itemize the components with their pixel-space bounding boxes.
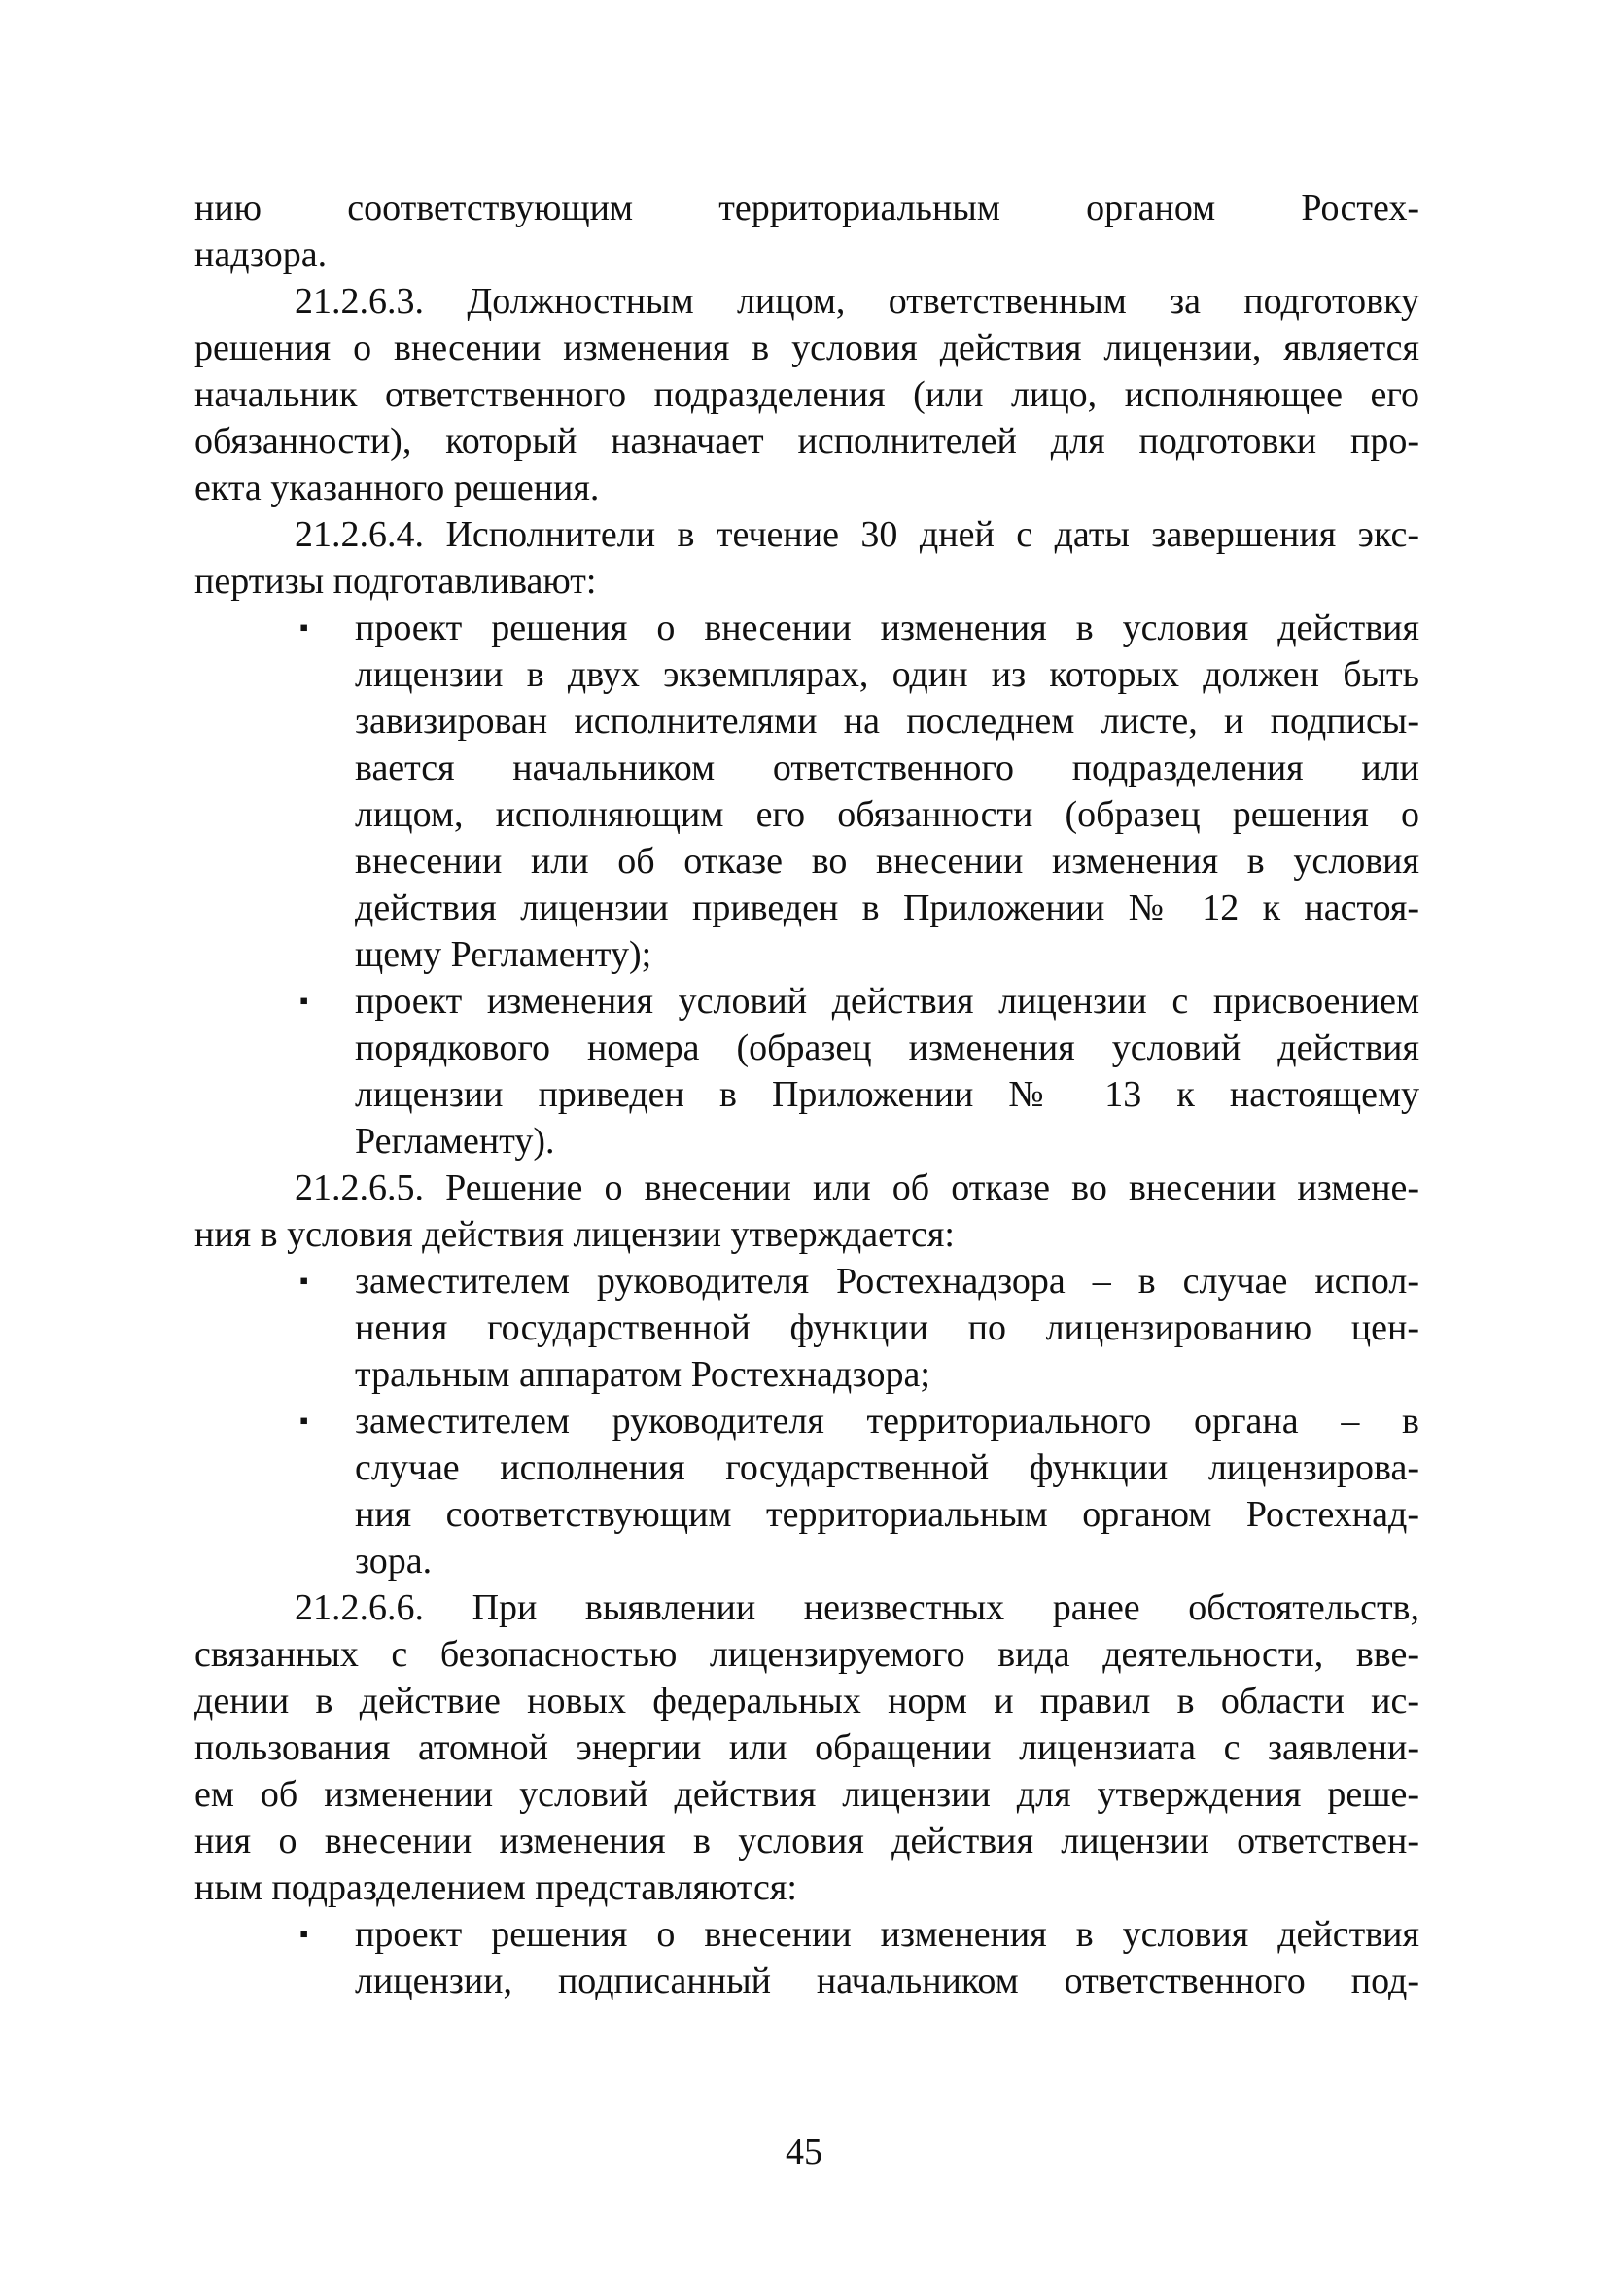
text-line: ным подразделением представляются: bbox=[194, 1867, 797, 1908]
text-line: тральным аппаратом Ростехнадзора; bbox=[355, 1354, 930, 1395]
square-bullet-icon: ▪ bbox=[299, 1407, 309, 1435]
clause-21-2-6-6 bbox=[194, 1584, 1419, 2004]
text-line: связанных с безопасностью лицензируемого вида деятельности, вве- bbox=[194, 1634, 1419, 1675]
text-line: дении в действие новых федеральных норм и правил в области ис- bbox=[194, 1681, 1419, 1722]
text-line: ния соответствующим территориальным органом Ростехнад- bbox=[355, 1494, 1419, 1535]
clause-heading-line: 21.2.6.6. При выявлении неизвестных ранее обстоятельств, bbox=[295, 1587, 1419, 1628]
list-item bbox=[194, 605, 1419, 978]
text-line: щему Регламенту); bbox=[355, 934, 652, 975]
intro-fragment bbox=[194, 185, 1419, 278]
text-line: завизирован исполнителями на последнем листе, и подписы- bbox=[355, 701, 1419, 742]
text-line: лицензии, подписанный начальником ответственного под- bbox=[355, 1961, 1419, 2001]
clause-heading-line: 21.2.6.5. Решение о внесении или об отказе во внесении измене- bbox=[295, 1167, 1419, 1208]
clause-heading-line: 21.2.6.3. Должностным лицом, ответственным за подготовку bbox=[295, 281, 1419, 322]
square-bullet-icon: ▪ bbox=[299, 987, 309, 1015]
list-item bbox=[194, 1398, 1419, 1584]
text-line: лицензии приведен в Приложении № 13 к настоящему bbox=[355, 1074, 1419, 1115]
clause-21-2-6-3 bbox=[194, 278, 1419, 511]
text-line: нию соответствующим территориальным органом Ростех- bbox=[194, 188, 1419, 228]
text-line: нения государственной функции по лицензированию цен- bbox=[355, 1307, 1419, 1348]
text-line: лицом, исполняющим его обязанности (образец решения о bbox=[355, 794, 1419, 835]
list-item bbox=[194, 978, 1419, 1165]
text-line: пертизы подготавливают: bbox=[194, 561, 597, 602]
text-line: заместителем руководителя территориального органа – в bbox=[355, 1401, 1419, 1442]
list-item bbox=[194, 1911, 1419, 2004]
square-bullet-icon: ▪ bbox=[299, 1920, 309, 1948]
square-bullet-icon: ▪ bbox=[299, 1267, 309, 1295]
text-line: обязанности), который назначает исполнителей для подготовки про- bbox=[194, 421, 1419, 462]
text-line: проект решения о внесении изменения в условия действия bbox=[355, 1914, 1419, 1955]
square-bullet-icon: ▪ bbox=[299, 613, 309, 642]
text-line: ния в условия действия лицензии утверждается: bbox=[194, 1214, 955, 1255]
text-line: проект решения о внесении изменения в условия действия bbox=[355, 608, 1419, 648]
text-line: внесении или об отказе во внесении изменения в условия bbox=[355, 841, 1419, 882]
text-line: решения о внесении изменения в условия действия лицензии, является bbox=[194, 328, 1419, 368]
text-line: действия лицензии приведен в Приложении № 12 к настоя- bbox=[355, 887, 1419, 928]
text-line: ем об изменении условий действия лицензии для утверждения реше- bbox=[194, 1774, 1419, 1815]
text-line: заместителем руководителя Ростехнадзора – в случае испол- bbox=[355, 1261, 1419, 1302]
text-line: екта указанного решения. bbox=[194, 468, 600, 508]
text-line: лицензии в двух экземплярах, один из которых должен быть bbox=[355, 654, 1419, 695]
clause-21-2-6-5 bbox=[194, 1165, 1419, 1584]
page-number: 45 bbox=[786, 2132, 822, 2173]
text-line: начальник ответственного подразделения (или лицо, исполняющее его bbox=[194, 374, 1419, 415]
text-line: надзора. bbox=[194, 234, 328, 275]
text-line: порядкового номера (образец изменения условий действия bbox=[355, 1027, 1419, 1068]
text-line: ния о внесении изменения в условия действия лицензии ответствен- bbox=[194, 1821, 1419, 1861]
list-item bbox=[194, 1258, 1419, 1398]
clause-21-2-6-4 bbox=[194, 511, 1419, 1165]
text-line: пользования атомной энергии или обращении лицензиата с заявлени- bbox=[194, 1727, 1419, 1768]
text-line: случае исполнения государственной функции лицензирова- bbox=[355, 1447, 1419, 1488]
text-line: вается начальником ответственного подразделения или bbox=[355, 748, 1419, 788]
document-page bbox=[194, 185, 1419, 2004]
clause-heading-line: 21.2.6.4. Исполнители в течение 30 дней с даты завершения экс- bbox=[295, 514, 1419, 555]
text-line: проект изменения условий действия лицензии с присвоением bbox=[355, 981, 1419, 1022]
text-line: зора. bbox=[355, 1541, 433, 1582]
text-line: Регламенту). bbox=[355, 1121, 555, 1162]
